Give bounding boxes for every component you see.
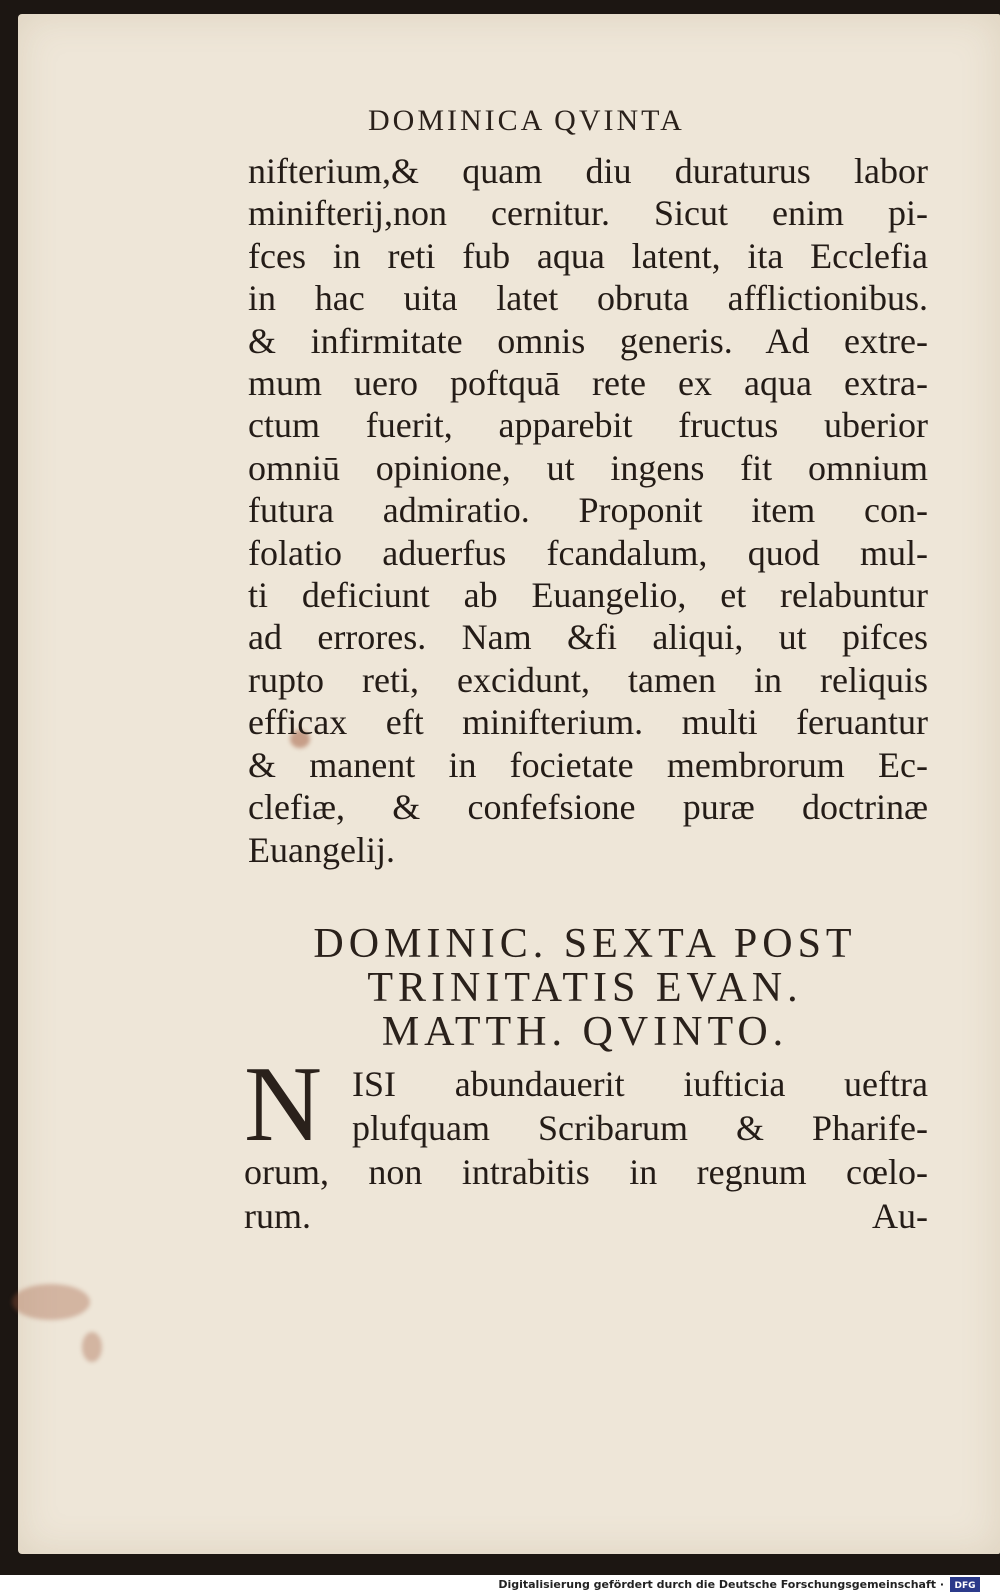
body-line: ad errores. Nam &fi aliqui, ut pifces xyxy=(248,617,928,658)
drop-cap-initial: N xyxy=(244,1045,322,1164)
section-title-line: TRINITATIS EVAN. xyxy=(367,965,803,1011)
body-line: & manent in focietate membrorum Ec- xyxy=(248,744,928,785)
body-paragraph xyxy=(248,150,928,871)
water-stain xyxy=(12,1284,90,1320)
body-line: nifterium,& quam diu duraturus labor xyxy=(248,151,928,191)
body-line: futura admiratio. Proponit item con- xyxy=(248,490,928,531)
gospel-paragraph xyxy=(244,1062,928,1238)
section-title-line: DOMINIC. SEXTA POST xyxy=(313,921,857,967)
body-line: clefiæ, & confefsione puræ doctrinæ xyxy=(248,787,928,828)
gospel-line: orum, non intrabitis in regnum cœlo- xyxy=(244,1152,928,1192)
body-line: Euangelij. xyxy=(248,829,395,870)
catchword: Au- xyxy=(872,1196,928,1236)
section-title-line: MATTH. QVINTO. xyxy=(381,1009,789,1055)
body-line: ti deficiunt ab Euangelio, et relabuntur xyxy=(248,575,928,616)
catch-row xyxy=(244,1194,928,1238)
funding-credit: Digitalisierung gefördert durch die Deutsche Forschungsgemeinschaft · xyxy=(498,1578,944,1591)
gospel-line: plufquam Scribarum & Pharife- xyxy=(352,1108,928,1148)
body-line: minifterij,non cernitur. Sicut enim pi- xyxy=(248,193,928,234)
footer-bar xyxy=(0,1575,1000,1596)
running-header: DOMINICA QVINTA xyxy=(368,104,685,137)
body-line: & infirmitate omnis generis. Ad extre- xyxy=(248,320,928,361)
body-line: rupto reti, excidunt, tamen in reliquis xyxy=(248,659,928,700)
body-line: fces in reti fub aqua latent, ita Ecclefia xyxy=(248,235,928,276)
body-line: mum uero poftquā rete ex aqua extra- xyxy=(248,363,928,404)
body-line: in hac uita latet obruta afflictionibus. xyxy=(248,278,928,319)
body-line: efficax eft minifterium. multi feruantur xyxy=(248,702,928,743)
body-line: folatio aduerfus fcandalum, quod mul- xyxy=(248,532,928,573)
last-word: rum. xyxy=(244,1196,311,1236)
body-line: omniū opinione, ut ingens fit omnium xyxy=(248,447,928,488)
gospel-line: ISI abundauerit iufticia ueftra xyxy=(352,1064,928,1104)
body-line: ctum fuerit, apparebit fructus uberior xyxy=(248,405,928,446)
water-stain-small xyxy=(82,1332,102,1362)
section-title xyxy=(240,922,930,1054)
dfg-logo-icon: DFG xyxy=(950,1577,980,1592)
